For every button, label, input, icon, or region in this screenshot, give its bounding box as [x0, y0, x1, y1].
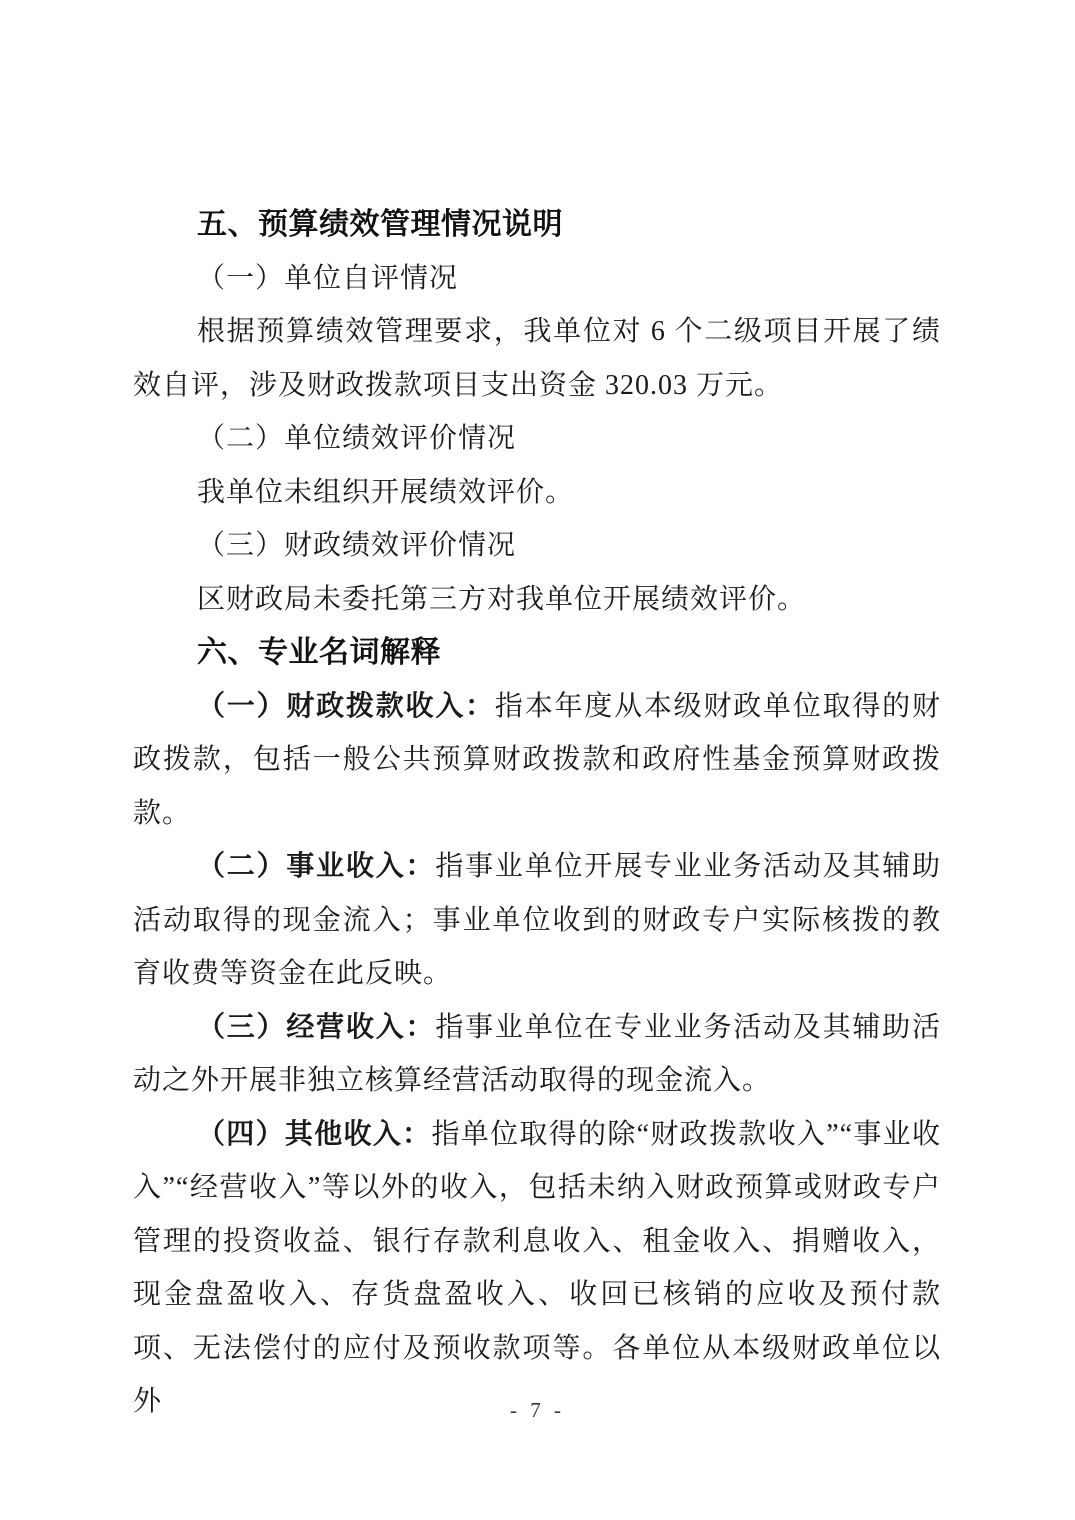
- term-label-operating-income: （三）经营收入：: [197, 1011, 436, 1043]
- paragraph-term-public-institution-income: [133, 840, 941, 1001]
- term-definition-operating-income: 指事业单位在专业业务活动及其辅助活动之外开展非独立核算经营活动取得的现金流入。: [133, 1011, 941, 1096]
- page-number: - 7 -: [510, 1398, 565, 1422]
- subheading-unit-performance-evaluation: （二）单位绩效评价情况: [197, 423, 517, 454]
- paragraph-unit-performance-detail: 我单位未组织开展绩效评价。: [197, 476, 575, 508]
- paragraph-fiscal-performance-detail: 区财政局未委托第三方对我单位开展绩效评价。: [197, 583, 807, 615]
- subheading-unit-self-evaluation: （一）单位自评情况: [197, 262, 459, 294]
- term-definition-public-institution-income: 指事业单位开展专业业务活动及其辅助活动取得的现金流入；事业单位收到的财政专户实际核拨的教育收费等资金在此反映。: [133, 851, 941, 989]
- subheading-fiscal-performance-evaluation: （三）财政绩效评价情况: [197, 530, 517, 561]
- paragraph-term-fiscal-appropriation-income: [133, 680, 941, 841]
- document-content: [133, 198, 941, 1429]
- term-label-other-income: （四）其他收入：: [197, 1118, 432, 1150]
- paragraph-term-operating-income: [133, 1001, 941, 1108]
- term-definition-other-income: 指单位取得的除“财政拨款收入”“事业收入”“经营收入”等以外的收入，包括未纳入财政预算或财政专户管理的投资收益、银行存款利息收入、租金收入、捐赠收入，现金盘盈收入、存货盘盈收入、收回已核销的应收及预付款项、无法偿付的应付及预收款项等。各单位从本级财政单位以外: [133, 1118, 941, 1417]
- term-label-fiscal-appropriation-income: （一）财政拨款收入：: [197, 690, 495, 722]
- section-heading-budget-performance: 五、预算绩效管理情况说明: [197, 208, 563, 241]
- term-definition-fiscal-appropriation-income: 指本年度从本级财政单位取得的财政拨款，包括一般公共预算财政拨款和政府性基金预算财政拨款。: [133, 690, 941, 829]
- paragraph-self-evaluation-detail: 根据预算绩效管理要求，我单位对 6 个二级项目开展了绩效自评，涉及财政拨款项目支出资金 320.03 万元。: [133, 316, 941, 401]
- paragraph-term-other-income: [133, 1108, 941, 1429]
- section-heading-terminology: 六、专业名词解释: [197, 636, 441, 669]
- term-label-public-institution-income: （二）事业收入：: [197, 851, 436, 882]
